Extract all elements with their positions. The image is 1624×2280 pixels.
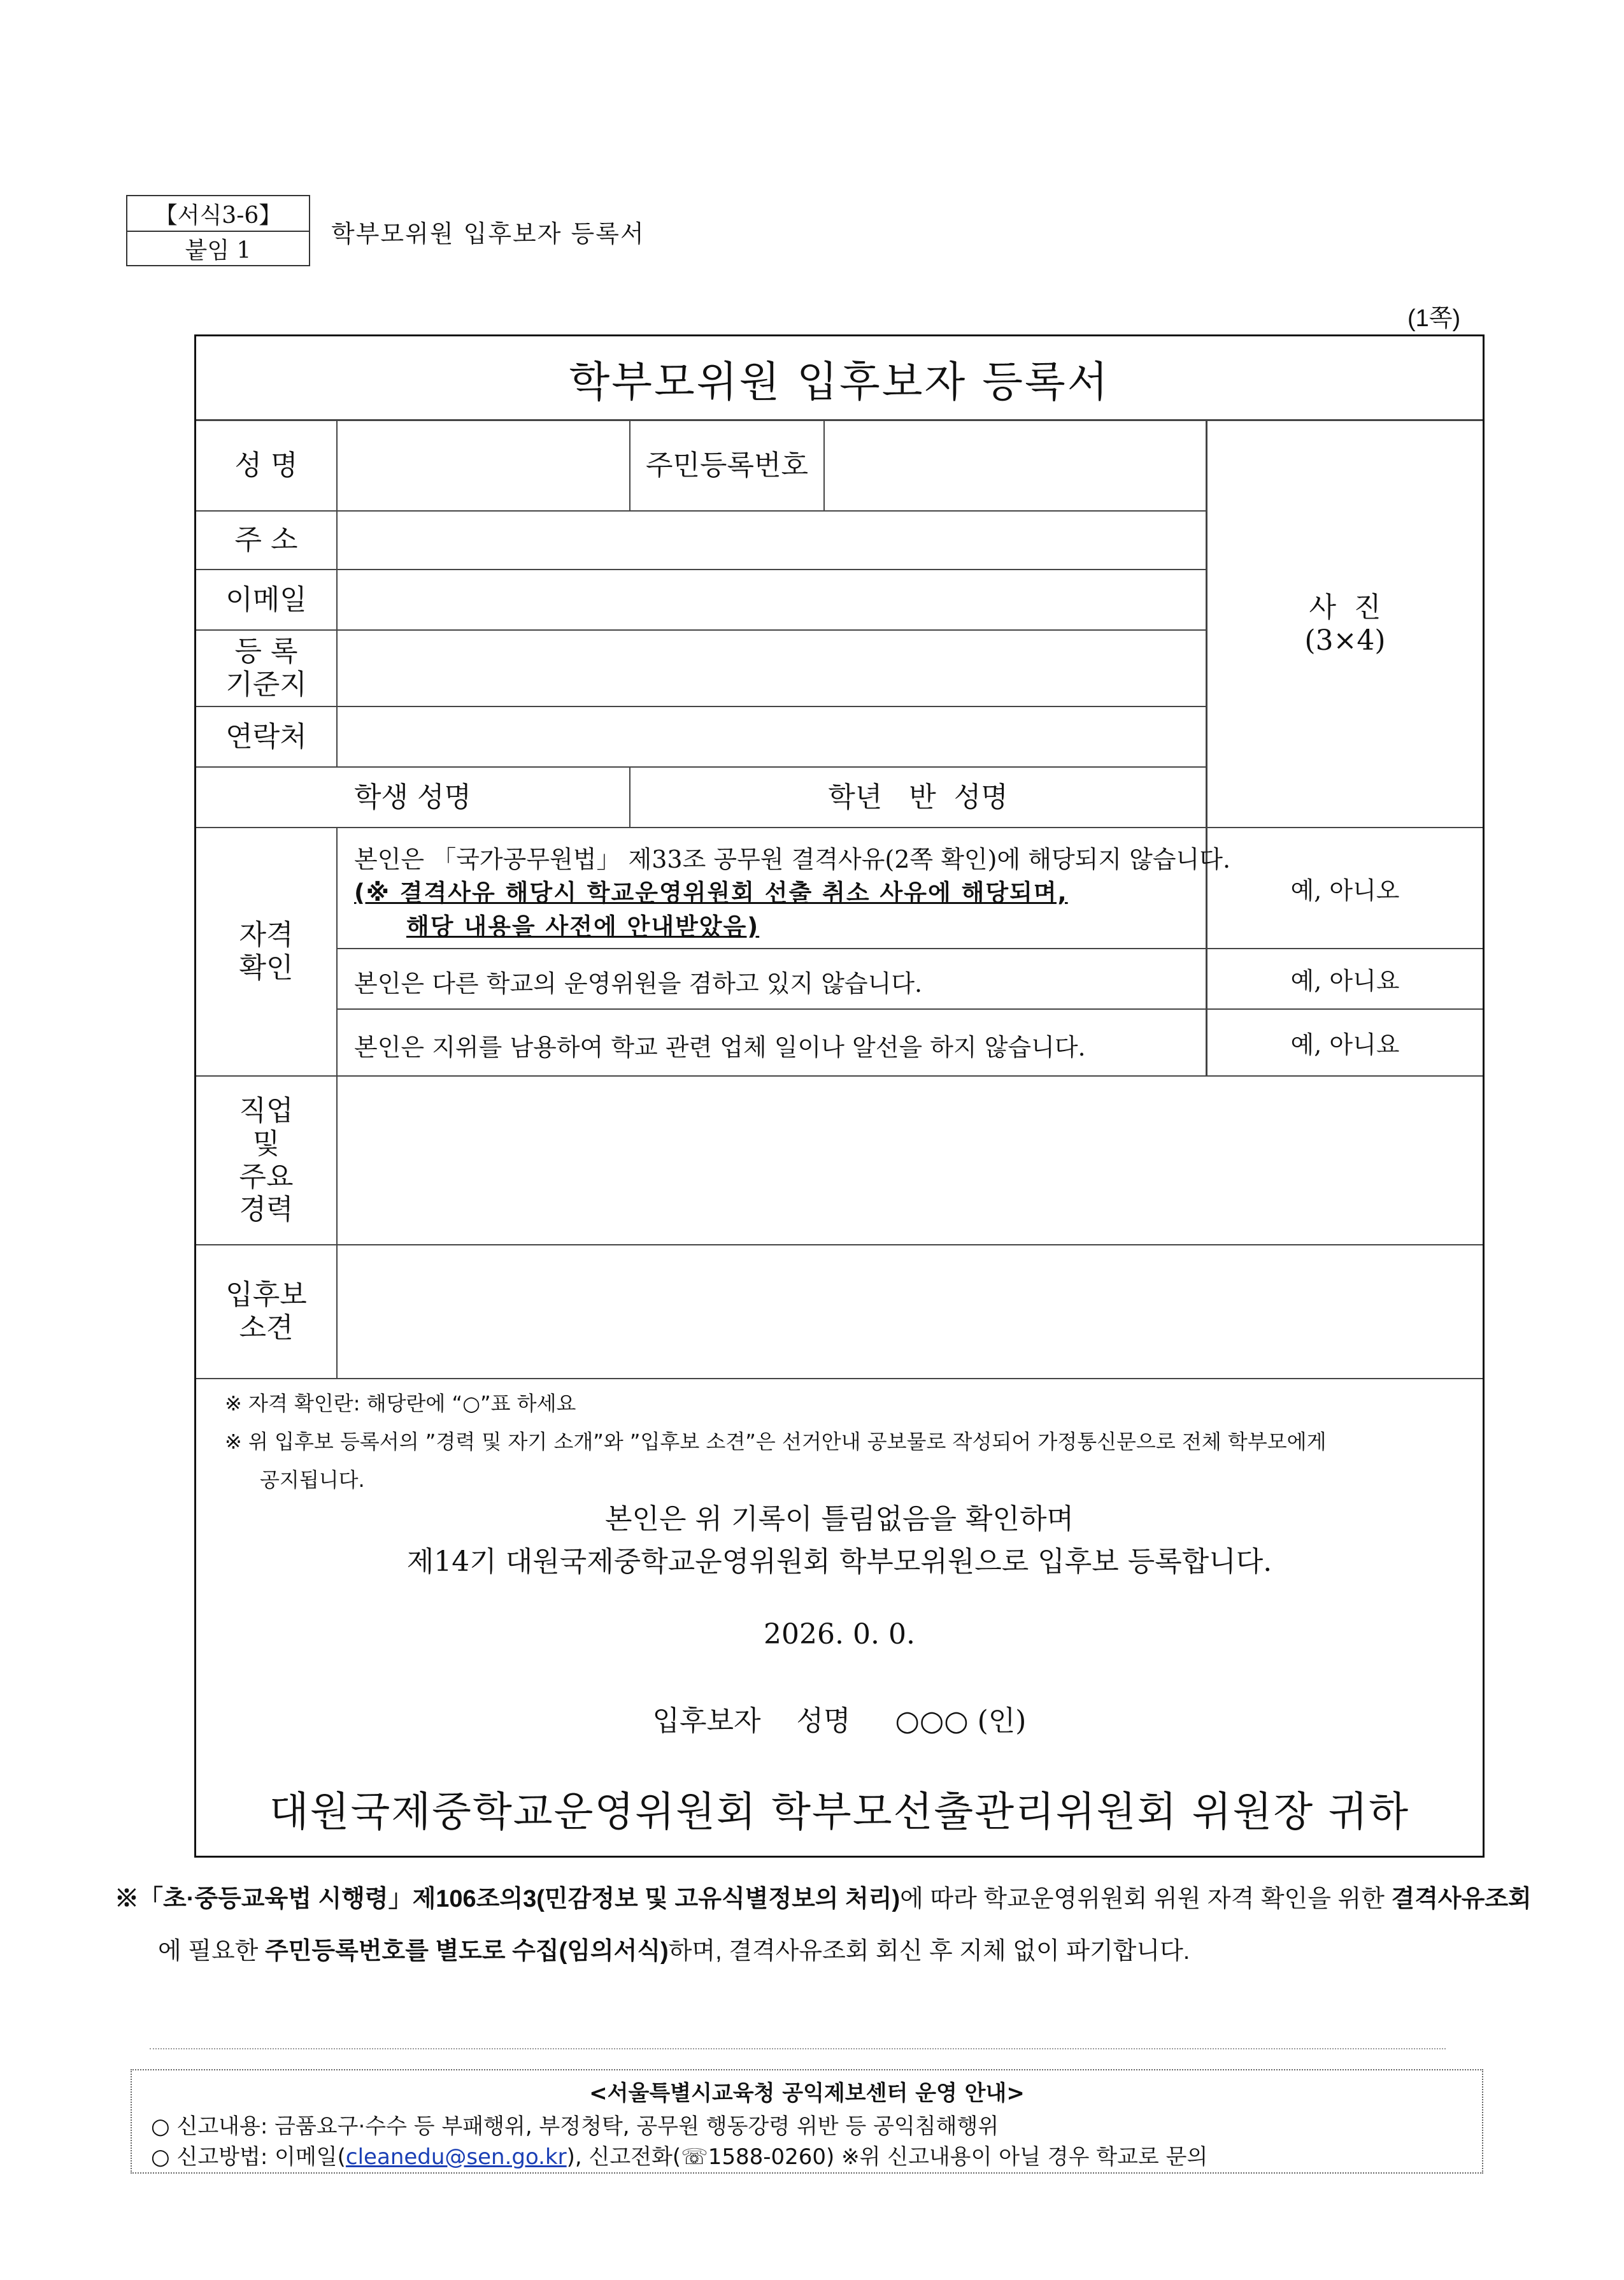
- photo-size: (3×4): [1304, 624, 1386, 657]
- qualification-item-3: 본인은 지위를 남용하여 학교 관련 업체 일이나 알선을 하지 않습니다.: [354, 1033, 1086, 1061]
- privacy-note-text: 에 필요한: [158, 1938, 265, 1965]
- career-label-l2: 및: [252, 1127, 280, 1160]
- form-title: 학부모위원 입후보자 등록서: [569, 357, 1110, 406]
- privacy-note-law: ※「초·중등교육법 시행령」제106조의3(민감정보 및 고유식별정보의 처리): [115, 1886, 901, 1912]
- registration-field[interactable]: [338, 631, 1206, 706]
- privacy-note: [115, 1873, 1532, 1977]
- registration-label: [196, 631, 336, 706]
- info-box-title: <서울특별시교육청 공익제보센터 운영 안내>: [589, 2081, 1025, 2106]
- student-name-label: 학생 성명: [353, 780, 471, 814]
- registration-label-line1: 등 록: [234, 635, 298, 668]
- qualification-label-line2: 확인: [239, 952, 294, 984]
- qualification-item-1-line3: 해당 내용을 사전에 안내받았음): [406, 913, 760, 940]
- divider: [196, 1378, 1483, 1379]
- info-box-line2-a: ○ 신고방법: 이메일(: [151, 2144, 346, 2170]
- qualification-answer-2[interactable]: 예, 아니요: [1290, 967, 1400, 995]
- note-1: ※ 자격 확인란: 해당란에 “○”표 하세요: [225, 1391, 576, 1416]
- privacy-note-text: 하며, 결격사유조회 회신 후 지체 없이 파기합니다.: [668, 1938, 1190, 1965]
- declaration-date: 2026. 0. 0.: [764, 1618, 915, 1651]
- form-code: 【서식3-6】: [127, 196, 309, 232]
- privacy-note-line1: [115, 1873, 1532, 1925]
- info-box-line2: [151, 2139, 1207, 2170]
- note-2: ※ 위 입후보 등록서의 ”경력 및 자기 소개”와 ”입후보 소견”은 선거안내 공보물로 작성되어 가정통신문으로 전체 학부모에게: [225, 1430, 1327, 1454]
- career-label: [196, 1077, 336, 1244]
- declaration-line1: 본인은 위 기록이 틀림없음을 확인하며: [604, 1503, 1074, 1535]
- name-field[interactable]: [338, 421, 629, 510]
- whistleblower-info-box: [131, 2069, 1483, 2174]
- opinion-label-l1: 입후보: [225, 1279, 307, 1312]
- recipient: 대원국제중학교운영위원회 학부모선출관리위원회 위원장 귀하: [269, 1789, 1410, 1836]
- career-label-l4: 경력: [239, 1193, 294, 1226]
- report-email-link[interactable]: cleanedu@sen.go.kr: [345, 2144, 567, 2170]
- rrn-field[interactable]: [825, 421, 1206, 510]
- qualification-answer-1[interactable]: 예, 아니오: [1290, 876, 1400, 905]
- photo-box[interactable]: [1207, 421, 1483, 827]
- header-title: 학부모위원 입후보자 등록서: [331, 220, 645, 248]
- email-field[interactable]: [338, 570, 1206, 629]
- info-box-line2-b: ), 신고전화(☏1588-0260) ※위 신고내용이 아닐 경우 학교로 문의: [566, 2144, 1208, 2170]
- privacy-note-check: 결격사유조회: [1391, 1886, 1532, 1912]
- address-field[interactable]: [338, 512, 1206, 569]
- registration-label-line2: 기준지: [225, 668, 307, 701]
- privacy-note-line2: [115, 1925, 1532, 1977]
- attachment-label: 붙임 1: [185, 237, 252, 264]
- qualification-item-1-line2: (※ 결격사유 해당시 학교운영위원회 선출 취소 사유에 해당되며,: [354, 879, 1068, 907]
- qualification-label: [196, 828, 336, 1075]
- page-marker: (1쪽): [1407, 305, 1461, 332]
- name-label: 성 명: [234, 449, 298, 482]
- contact-label: 연락처: [225, 720, 307, 753]
- privacy-note-text: 에 따라 학교운영위원회 위원 자격 확인을 위한: [900, 1886, 1392, 1912]
- opinion-label: [196, 1245, 336, 1378]
- contact-field[interactable]: [338, 707, 1206, 766]
- info-box-line1: ○ 신고내용: 금품요구·수수 등 부패행위, 부정청탁, 공무원 행동강령 위반 등 공익침해행위: [151, 2114, 999, 2139]
- qualification-answer-3[interactable]: 예, 아니요: [1290, 1031, 1400, 1059]
- email-label: 이메일: [225, 583, 307, 616]
- photo-label: 사 진: [1309, 591, 1381, 624]
- form-code-box: [126, 195, 310, 266]
- qualification-label-line1: 자격: [239, 919, 294, 952]
- opinion-label-l2: 소견: [239, 1312, 294, 1344]
- career-label-l3: 주요: [239, 1160, 294, 1193]
- declaration-line2: 제14기 대원국제중학교운영위원회 학부모위원으로 입후보 등록합니다.: [406, 1545, 1272, 1578]
- opinion-field[interactable]: [338, 1245, 1483, 1378]
- career-label-l1: 직업: [239, 1094, 294, 1127]
- registration-form: [194, 334, 1485, 1858]
- rrn-label: 주민등록번호: [645, 449, 809, 482]
- qualification-item-1-line1: 본인은 「국가공무원법」 제33조 공무원 결격사유(2쪽 확인)에 해당되지 않습니다.: [354, 845, 1231, 873]
- privacy-note-collect: 주민등록번호를 별도로 수집(임의서식): [264, 1938, 669, 1965]
- grade-class-name[interactable]: 학년 반 성명: [828, 780, 1008, 814]
- dotted-divider: [150, 2048, 1446, 2049]
- note-3: 공지됩니다.: [260, 1468, 365, 1492]
- signature-line: 입후보자 성명 ○○○ (인): [652, 1705, 1027, 1737]
- career-field[interactable]: [338, 1077, 1483, 1244]
- qualification-item-2: 본인은 다른 학교의 운영위원을 겸하고 있지 않습니다.: [354, 970, 923, 998]
- address-label: 주 소: [234, 524, 298, 557]
